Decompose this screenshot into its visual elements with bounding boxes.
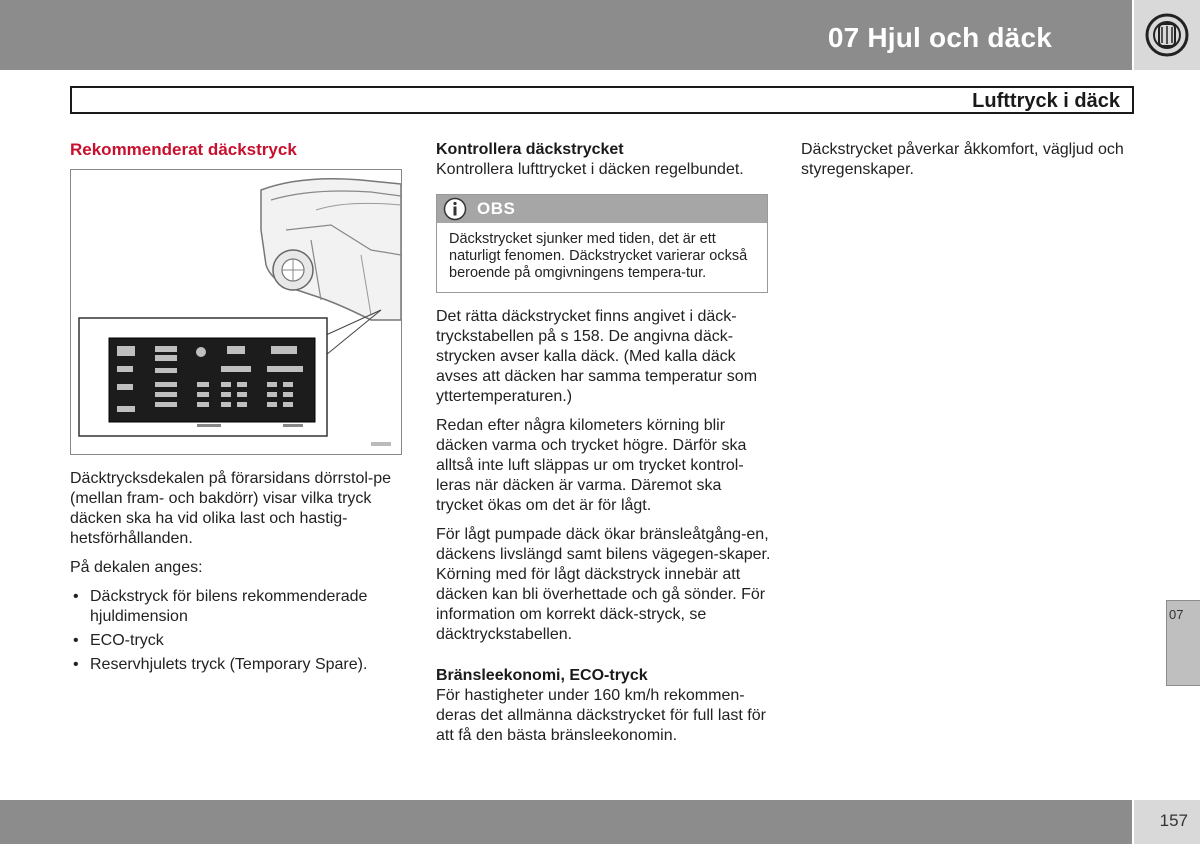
page-number-box	[1134, 800, 1200, 844]
correct-pressure-text: Det rätta däckstrycket finns angivet i däck-tryckstabellen på s 158. De angivna däck-strycken avser kalla däck. (Med kalla däck avses att däcken har samma temperatur som yttertemperaturen.)	[436, 308, 758, 405]
column-middle	[436, 140, 771, 755]
check-pressure-heading: Kontrollera däckstrycket	[436, 141, 624, 158]
low-pressure-text: För lågt pumpade däck ökar bränsleåtgång-en, däckens livslängd samt bilens vägegen-skaper. Körning med för lågt däckstryck innebär att däcken kan bli överhettade och gå sönder. För information om korrekt däck-stryck, se däcktryckstabellen.	[436, 526, 771, 643]
warm-tires-text: Redan efter några kilometers körning blir däcken varma och trycket högre. Därför ska alltså inte luft släppas ur om trycket kontrol-leras när däcken är varma. Däremot ska trycket ökas om det är för lågt.	[436, 417, 747, 514]
list-item: • ECO-tryck	[70, 631, 405, 651]
column-left	[70, 140, 405, 679]
decal-intro: På dekalen anges:	[70, 559, 203, 576]
eco-pressure-text: För hastigheter under 160 km/h rekommen-deras det allmänna däckstrycket för full last för att få den bästa bränsleekonomin.	[436, 687, 766, 744]
obs-label: OBS	[477, 199, 516, 218]
footer-bar	[0, 800, 1132, 844]
list-item: • Däckstryck för bilens rekommenderade hjuldimension	[70, 587, 405, 627]
decal-list	[70, 587, 405, 675]
list-item: • Reservhjulets tryck (Temporary Spare).	[70, 655, 405, 675]
chapter-header	[0, 0, 1132, 70]
chapter-title: 07 Hjul och däck	[827, 22, 1052, 53]
eco-pressure-heading: Bränsleekonomi, ECO-tryck	[436, 667, 648, 684]
check-pressure-text: Kontrollera lufttrycket i däcken regelbundet.	[436, 161, 744, 178]
chapter-side-tab	[1166, 600, 1200, 686]
recommended-pressure-heading: Rekommenderat däckstryck	[70, 140, 297, 159]
chapter-icon-box	[1134, 0, 1200, 70]
page-number: 157	[1159, 811, 1188, 830]
section-title: Lufttryck i däck	[972, 90, 1120, 112]
obs-text: Däckstrycket sjunker med tiden, det är ett naturligt fenomen. Däckstrycket varierar också beroende på omgivningens tempera-tur.	[449, 231, 748, 281]
section-bar	[70, 86, 1134, 114]
side-tab-label: 07	[1169, 607, 1184, 622]
tire-label-figure	[70, 169, 402, 455]
info-icon	[443, 197, 467, 221]
column-right	[801, 140, 1131, 189]
tire-icon	[1144, 12, 1190, 58]
obs-note	[436, 194, 768, 293]
decal-description: Däcktrycksdekalen på förarsidans dörrstol-pe (mellan fram- och bakdörr) visar vilka tryck däcken ska ha vid olika last och hastig-hetsförhållanden.	[70, 470, 392, 547]
car-door-tire-label-illustration	[71, 170, 401, 454]
obs-header	[437, 195, 767, 223]
comfort-text: Däckstrycket påverkar åkkomfort, vägljud och styregenskaper.	[801, 141, 1124, 178]
